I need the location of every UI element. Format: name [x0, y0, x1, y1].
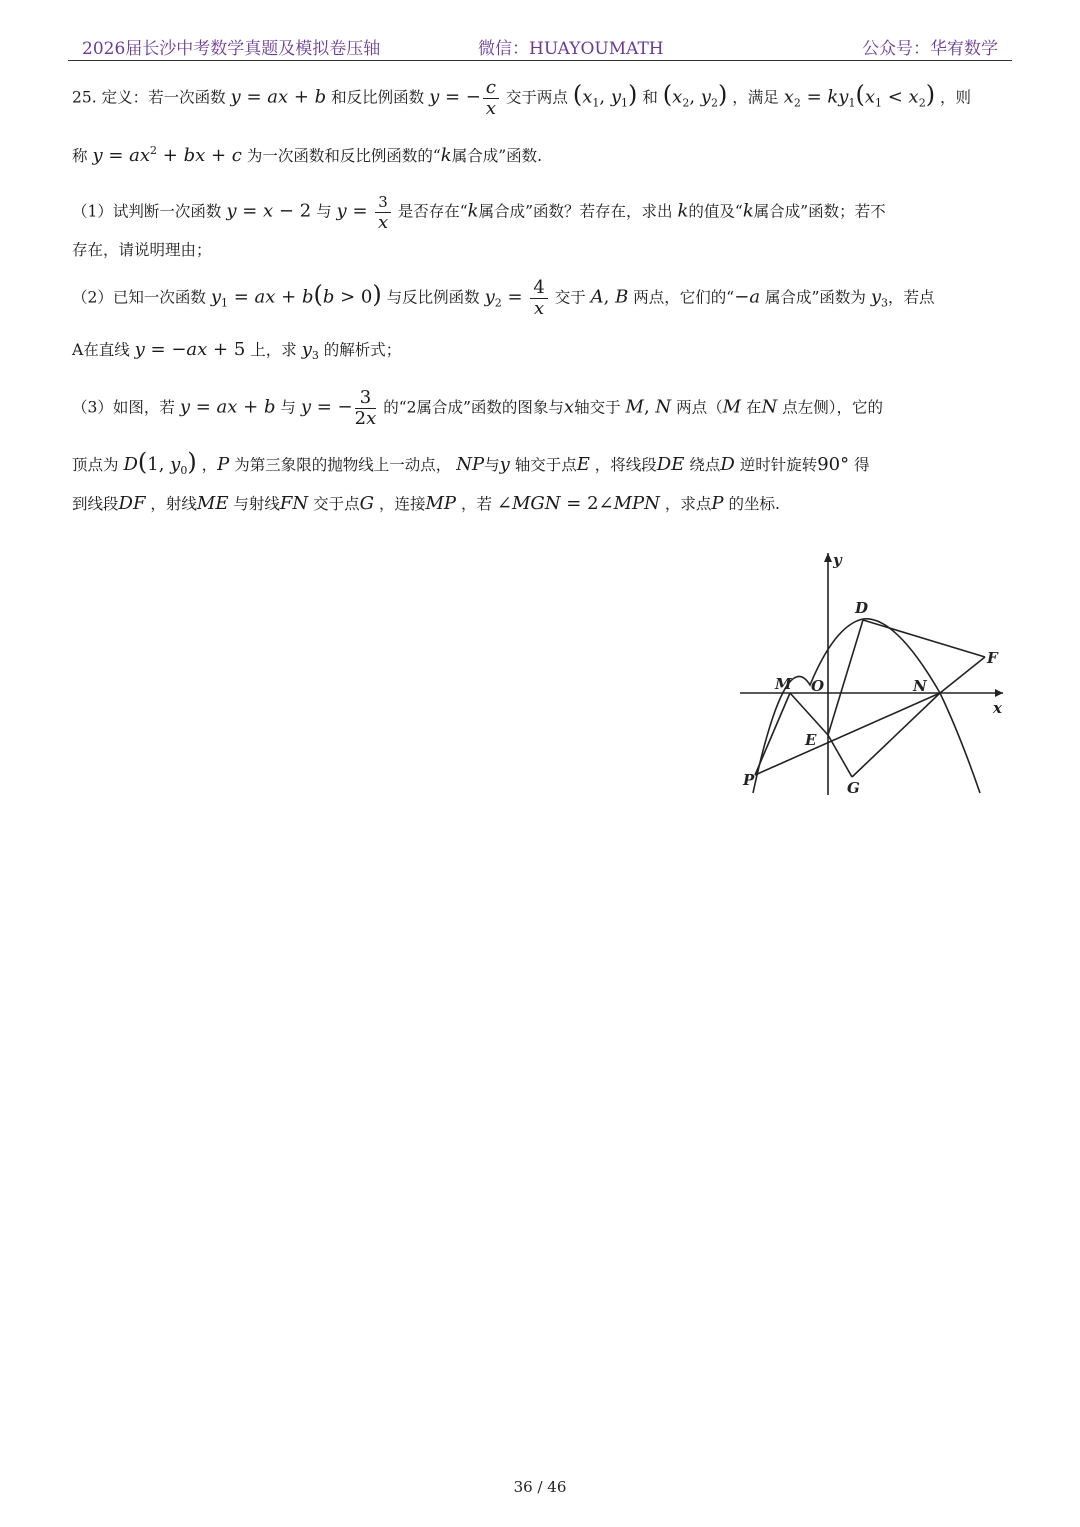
- question-part1-line2: 存在，请说明理由；: [72, 241, 212, 259]
- label-G: G: [847, 779, 860, 797]
- segment-PM: [755, 693, 790, 775]
- question-part2-line1: （2）已知一次函数 $y_1$ = ax + b(b > 0) 与反比例函数 $y_2$ = $\frac{4}{x}$ 交于 A, B 两点，它们的“−a 属合成”函数为 $y_3$，若点: [72, 277, 935, 319]
- segment-PN: [755, 693, 940, 775]
- label-N: N: [913, 677, 927, 695]
- segment-DE: [828, 620, 863, 735]
- x-axis-arrow-icon: [995, 689, 1003, 697]
- y-axis-arrow-icon: [824, 553, 832, 562]
- question-part2-line2: A在直线 y = −ax + 5 上，求 $y_3$ 的解析式；: [72, 339, 402, 362]
- question-part1-line1: （1）试判断一次函数 y = x − 2 与 y = $\frac{3}{x}$ 是否存在“k属合成”函数？若存在，求出 k的值及“k属合成”函数；若不: [72, 193, 886, 233]
- header-account: 公众号：华宥数学: [862, 39, 998, 59]
- label-D: D: [855, 599, 869, 617]
- figure-svg: [735, 545, 1010, 805]
- header-title: 2026届长沙中考数学真题及模拟卷压轴: [82, 39, 381, 59]
- page-header: [68, 30, 1012, 61]
- question-def-line2: 称 $y = ax^2$ + bx + c 为一次函数和反比例函数的“k属合成”函数.: [72, 144, 543, 166]
- label-E: E: [805, 731, 817, 749]
- question-number: 25.: [72, 88, 97, 107]
- label-P: P: [743, 771, 755, 789]
- segment-GN: [852, 693, 940, 777]
- label-O: O: [811, 677, 825, 695]
- page-number: 36 / 46: [513, 1478, 567, 1496]
- label-y: y: [833, 551, 842, 569]
- label-x: x: [993, 699, 1002, 717]
- header-wechat: 微信：HUAYOUMATH: [478, 39, 664, 59]
- label-M: M: [775, 675, 792, 693]
- label-F: F: [987, 649, 998, 667]
- question-part3-line3: 到线段DF ，射线ME 与射线FN 交于点G ，连接MP ，若 ∠MGN = 2∠MPN ，求点P 的坐标.: [72, 493, 780, 514]
- question-def-line1: 25. 定义：若一次函数 y = ax + b 和反比例函数 y = − $\frac{c}{x}$ 交于两点 ($x_1$, $y_1$) 和 ($x_2$, $y_2$) ，满足 $x_2 = ky_1(x_1 < x_2)$ ，则: [72, 77, 972, 119]
- question-part3-line1: （3）如图，若 y = ax + b 与 y = − $\frac{3}{2x}$ 的“2属合成”函数的图象与x轴交于 M, N 两点（M 在N 点左侧），它的: [72, 387, 883, 429]
- segment-ME: [790, 693, 828, 735]
- segment-FN: [940, 657, 985, 693]
- question-part3-line2: 顶点为 D(1, $y_0$) ，P 为第三象限的抛物线上一动点， NP与y 轴交于点E ，将线段DE 绕点D 逆时针旋转90° 得: [72, 448, 870, 477]
- segment-DF: [863, 620, 985, 657]
- geometry-figure: [735, 545, 1010, 805]
